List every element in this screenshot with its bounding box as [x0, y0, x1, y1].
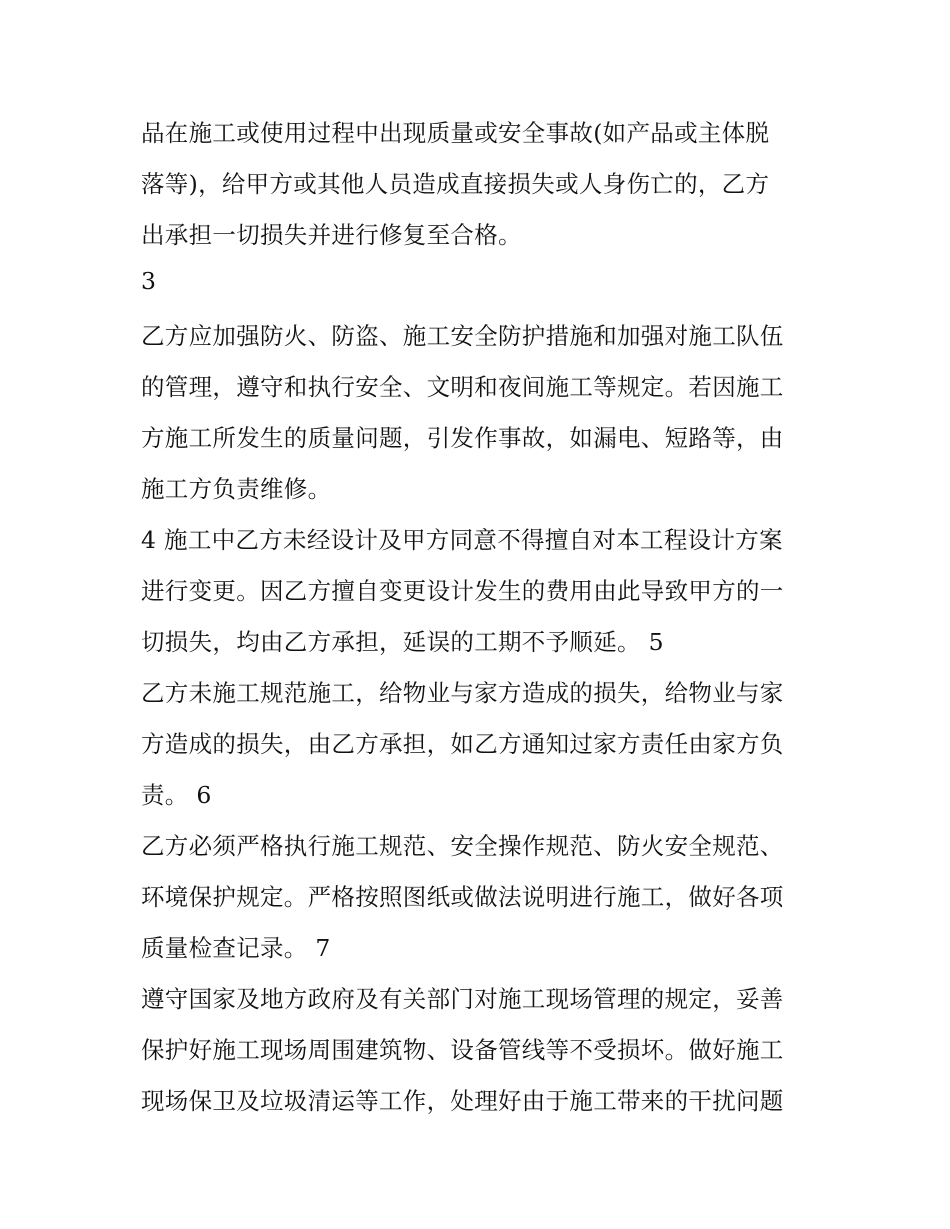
text-line: 环境保护规定。严格按照图纸或做法说明进行施工，做好各项 [141, 883, 784, 911]
text-line: 质量检查记录。 7 [141, 934, 331, 962]
document-body [141, 108, 821, 1127]
text-line: 乙方必须严格执行施工规范、安全操作规范、防火安全规范、 [141, 832, 784, 860]
text-line: 品在施工或使用过程中出现质量或安全事故(如产品或主体脱 [141, 119, 770, 147]
text-line: 4 施工中乙方未经设计及甲方同意不得擅自对本工程设计方案 [141, 526, 783, 554]
text-line: 进行变更。因乙方擅自变更设计发生的费用由此导致甲方的一 [141, 577, 784, 605]
text-line: 责。 6 [141, 781, 212, 809]
text-line: 方施工所发生的质量问题，引发作事故，如漏电、短路等，由 [141, 424, 784, 452]
text-line: 乙方未施工规范施工，给物业与家方造成的损失，给物业与家 [141, 679, 784, 707]
text-line: 切损失，均由乙方承担，延误的工期不予顺延。 5 [141, 628, 664, 656]
text-line: 落等)，给甲方或其他人员造成直接损失或人身伤亡的，乙方 [141, 170, 770, 198]
text-line: 遵守国家及地方政府及有关部门对施工现场管理的规定，妥善 [141, 985, 784, 1013]
text-line: 出承担一切损失并进行修复至合格。 [141, 221, 522, 249]
text-line: 方造成的损失，由乙方承担，如乙方通知过家方责任由家方负 [141, 730, 784, 758]
text-line: 的管理，遵守和执行安全、文明和夜间施工等规定。若因施工 [141, 373, 784, 401]
text-line: 现场保卫及垃圾清运等工作，处理好由于施工带来的干扰问题 [141, 1087, 784, 1115]
text-line: 施工方负责维修。 [141, 475, 332, 503]
text-line: 保护好施工现场周围建筑物、设备管线等不受损坏。做好施工 [141, 1036, 784, 1064]
text-line: 乙方应加强防火、防盗、施工安全防护措施和加强对施工队伍 [141, 322, 784, 350]
clause-number: 3 [141, 267, 157, 295]
